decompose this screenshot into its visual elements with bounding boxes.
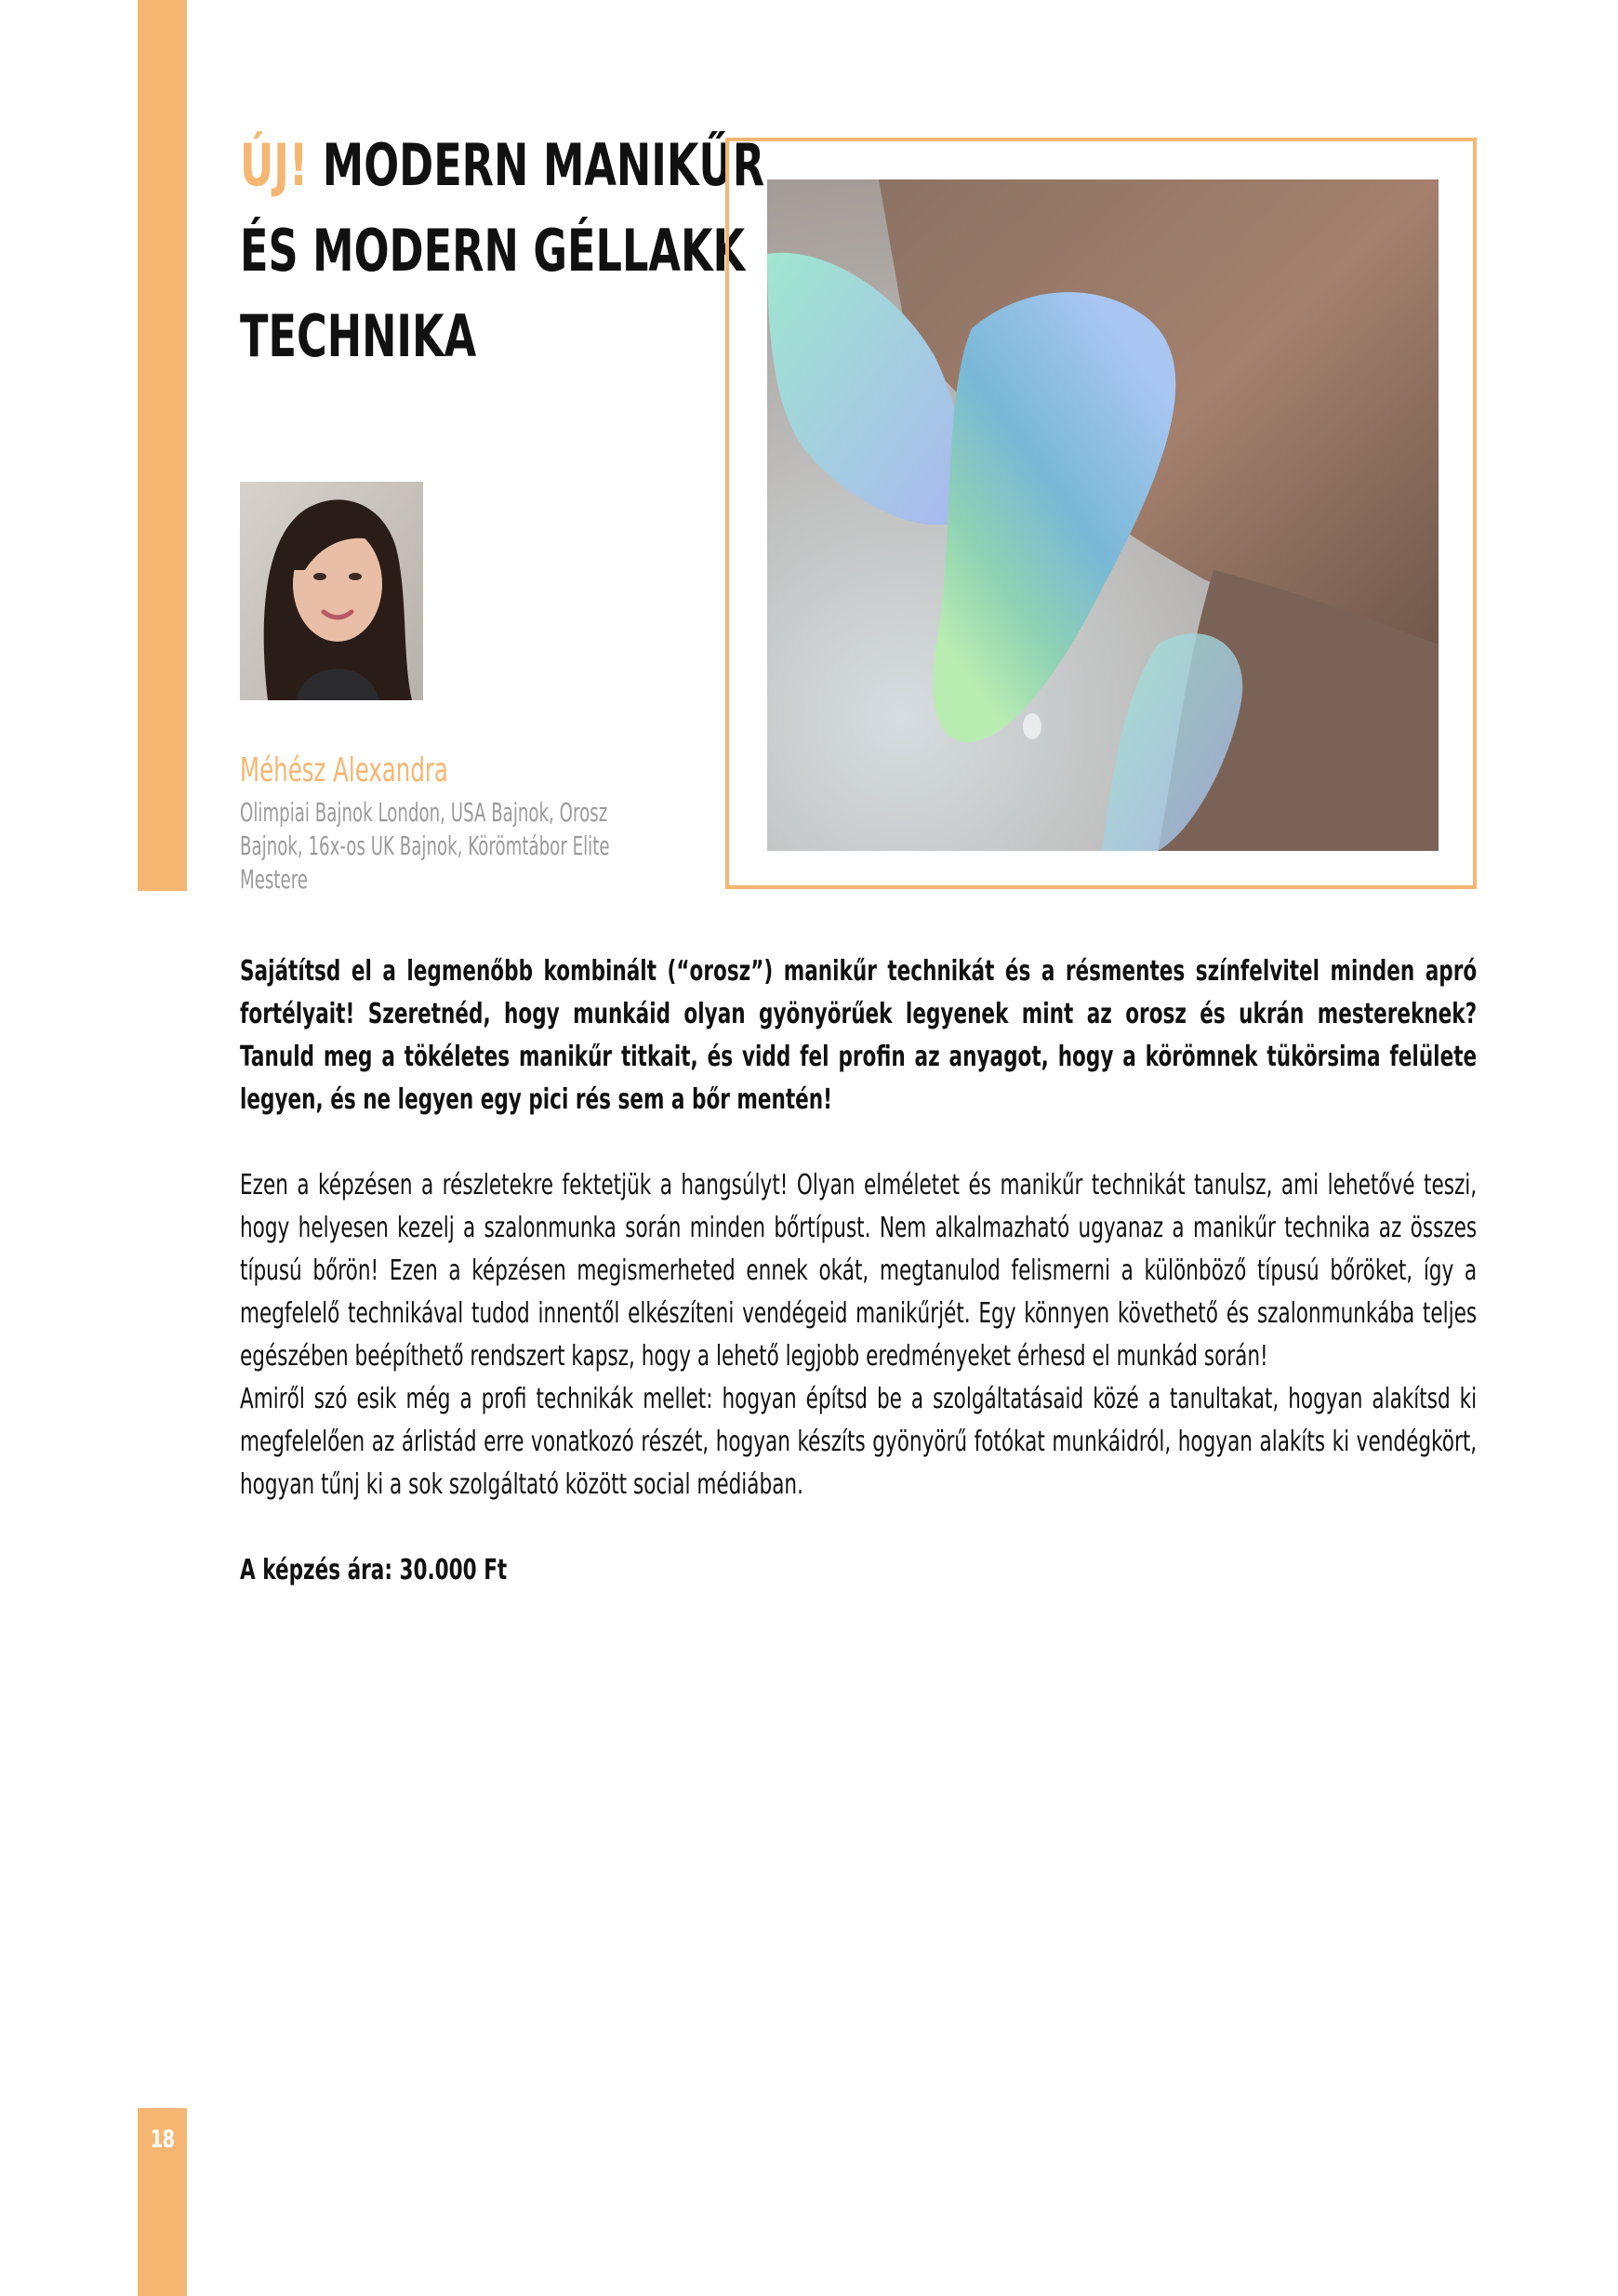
accent-bar-top bbox=[138, 0, 187, 891]
title-line-3: TECHNIKA bbox=[240, 302, 477, 370]
author-name: Méhész Alexandra bbox=[240, 751, 448, 790]
article-text bbox=[240, 950, 1477, 1592]
page-title bbox=[240, 123, 765, 379]
lead-paragraph: Sajátítsd el a legmenőbb kombinált (“orosz”) manikűr technikát és a résmentes színfelvitel minden apró fortélyait! Szeretnéd, hogy munkáid olyan gyönyörűek legyenek mint az orosz és ukrán mestereknek? Tanuld meg a tökéletes manikűr titkait, és vidd fel profin az anyagot, hogy a körömnek tükörsima felülete legyen, és ne legyen egy pici rés sem a bőr mentén! bbox=[240, 955, 1478, 1116]
body-paragraph-1: Ezen a képzésen a részletekre fektetjük a hangsúlyt! Olyan elméletet és manikűr technikát tanulsz, ami lehetővé teszi, hogy helyesen kezelj a szalonmunka során minden bőrtípust. Nem alkalmazható ugyanaz a manikűr technika az összes típusú bőrön! Ezen a képzésen megismerheted ennek okát, megtanulod felismerni a különböző típusú bőröket, így a megfelelő technikával tudod innentől elkészíteni vendégeid manikűrjét. Egy könnyen követhető és szalonmunkába teljes egészében beépíthető rendszert kapsz, hogy a lehető legjobb eredményeket érhesd el munkád során! bbox=[240, 1169, 1478, 1373]
main-content bbox=[240, 950, 1477, 1592]
nail-photo bbox=[767, 179, 1439, 851]
title-line-2: ÉS MODERN GÉLLAKK bbox=[240, 217, 746, 285]
page-number: 18 bbox=[150, 2126, 175, 2154]
author-portrait-image bbox=[240, 482, 423, 700]
price-line: A képzés ára: 30.000 Ft bbox=[240, 1554, 508, 1586]
title-line-1-text: MODERN MANIKŰR bbox=[308, 131, 765, 199]
title-line-1 bbox=[240, 123, 765, 208]
nail-photo-image bbox=[767, 179, 1439, 851]
author-bio: Olimpiai Bajnok London, USA Bajnok, Orosz Bajnok, 16x-os UK Bajnok, Körömtábor Elite Mestere bbox=[240, 797, 610, 895]
body-paragraph-2: Amiről szó esik még a profi technikák mellet: hogyan építsd be a szolgáltatásaid közé a tanultakat, hogyan alakítsd ki megfelelően az árlistád erre vonatkozó részét, hogyan készíts gyönyörű fotókat munkáidról, hogyan alakíts ki vendégkört, hogyan tűnj ki a sok szolgáltató között social médiában. bbox=[240, 1383, 1478, 1501]
new-badge: ÚJ! bbox=[240, 131, 309, 199]
author-portrait bbox=[240, 482, 423, 700]
